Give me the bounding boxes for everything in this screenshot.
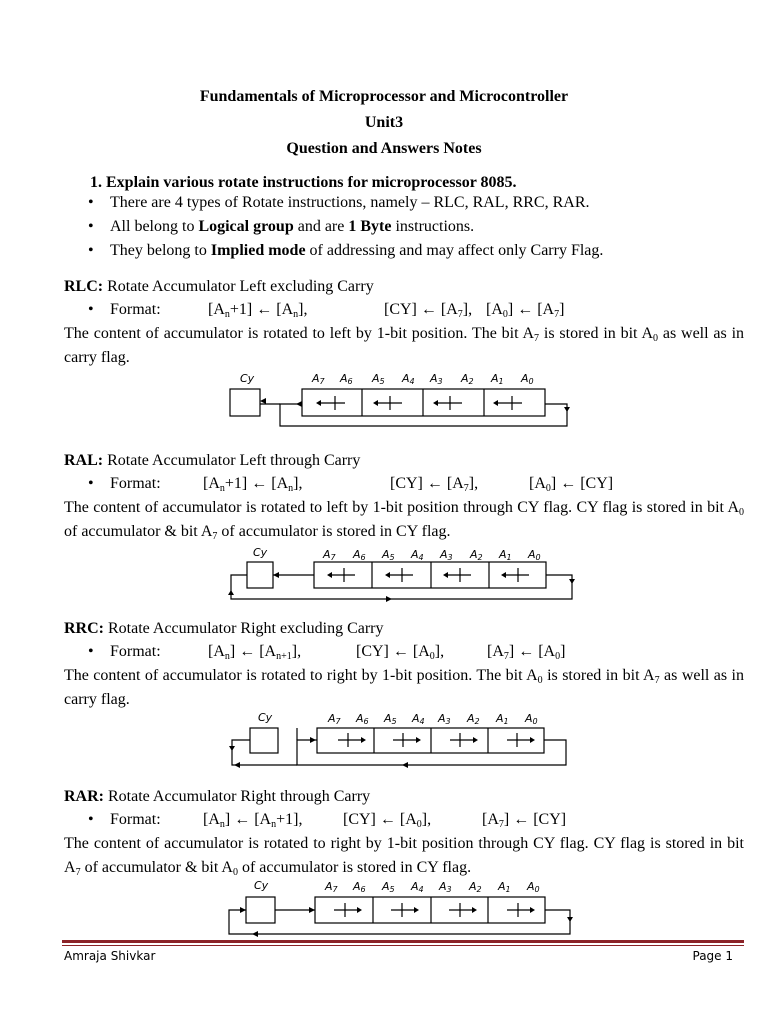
svg-text:A0: A0	[521, 372, 534, 386]
footer-author: Amraja Shivkar	[64, 949, 156, 963]
ral-format: • Format: $[A_n+1]$ ← $[A_n]$, [CY] ← $[A_7]$, $[A_0]$ ← [CY]	[88, 475, 614, 494]
footer-rule	[62, 940, 744, 943]
rrc-description: The content of accumulator is rotated to right by 1-bit position. The bit $A_0$ is stored in bit $A_7$ as well as in carry flag.	[64, 667, 745, 708]
svg-text:A3: A3	[430, 372, 443, 386]
svg-text:A2: A2	[469, 880, 482, 894]
rrc-heading: RRC: Rotate Accumulator Right excluding Carry	[64, 620, 384, 637]
unit-label: Unit3	[364, 114, 404, 131]
rlc-description: The content of accumulator is rotated to left by 1-bit position. The bit $A_7$ is stored in bit $A_0$ as well as in carry flag.	[64, 325, 745, 366]
ral-description: The content of accumulator is rotated to left by 1-bit position through CY flag. CY flag is stored in bit $A_0$ of accumulator & bit $A_7$ of accumulator is stored in CY flag.	[64, 499, 744, 542]
rar-format: • Format: $[A_n]$ ← $[A_n+1]$, [CY] ← $[A_0]$, $[A_7]$ ← [CY]	[88, 811, 567, 830]
svg-text:A0: A0	[528, 548, 541, 562]
svg-text:A2: A2	[461, 372, 474, 386]
rar-cy-box	[246, 897, 275, 923]
svg-text:A5: A5	[372, 372, 385, 386]
svg-text:A3: A3	[440, 548, 453, 562]
svg-text:A6: A6	[353, 548, 366, 562]
rlc-format: • Format: $[A_n+1]$ ← $[A_n]$, [CY] ← $[A_7]$, $[A_0]$ ← $[A_7]$	[88, 301, 565, 320]
bullet-rotate-types: • There are 4 types of Rotate instructions, namely – RLC, RAL, RRC, RAR.	[88, 191, 603, 215]
svg-text:A1: A1	[491, 372, 504, 386]
svg-text:A3: A3	[439, 880, 452, 894]
rrc-format: • Format: $[A_n]$ ← $[A_{n+1}]$, [CY] ← $[A_0]$, $[A_7]$ ← $[A_0]$	[88, 643, 566, 662]
ral-heading: RAL: Rotate Accumulator Left through Carry	[64, 452, 361, 469]
svg-text:A6: A6	[356, 712, 369, 726]
svg-text:A0: A0	[525, 712, 538, 726]
svg-text:A6: A6	[340, 372, 353, 386]
footer-page-number: Page 1	[692, 949, 733, 963]
svg-text:A7: A7	[312, 372, 325, 386]
footer-rule-thin	[62, 945, 744, 946]
rar-description: The content of accumulator is rotated to right by 1-bit position through CY flag. CY flag is stored in bit $A_7$ of accumulator & bit $A_0$ of accumulator is stored in CY flag.	[64, 835, 744, 878]
svg-text:A1: A1	[496, 712, 509, 726]
document-subtitle: Question and Answers Notes	[286, 140, 482, 157]
bullet-implied-mode: • They belong to Implied mode of addressing and may affect only Carry Flag.	[88, 239, 603, 263]
svg-text:A5: A5	[382, 548, 395, 562]
rar-heading: RAR: Rotate Accumulator Right through Carry	[64, 788, 371, 805]
svg-text:A5: A5	[382, 880, 395, 894]
question-heading: 1. Explain various rotate instructions for microprocessor 8085.	[90, 174, 517, 191]
svg-text:A3: A3	[438, 712, 451, 726]
svg-text:A2: A2	[470, 548, 483, 562]
svg-text:Cy: Cy	[253, 546, 268, 559]
svg-text:A7: A7	[323, 548, 336, 562]
svg-text:A2: A2	[467, 712, 480, 726]
svg-text:A4: A4	[411, 880, 424, 894]
svg-text:A1: A1	[498, 880, 511, 894]
svg-text:A7: A7	[325, 880, 338, 894]
svg-text:A1: A1	[499, 548, 512, 562]
rlc-heading: RLC: Rotate Accumulator Left excluding Carry	[64, 278, 374, 295]
svg-text:A5: A5	[384, 712, 397, 726]
svg-text:A6: A6	[353, 880, 366, 894]
svg-text:A4: A4	[412, 712, 425, 726]
svg-text:A7: A7	[328, 712, 341, 726]
svg-text:A4: A4	[411, 548, 424, 562]
svg-text:Cy: Cy	[258, 711, 273, 724]
svg-text:A0: A0	[527, 880, 540, 894]
svg-text:A4: A4	[402, 372, 415, 386]
bullet-logical-group: • All belong to Logical group and are 1 Byte instructions.	[88, 215, 603, 239]
document-title: Fundamentals of Microprocessor and Microcontroller	[199, 88, 569, 105]
rlc-cy-label: Cy	[240, 372, 255, 385]
svg-text:Cy: Cy	[254, 879, 269, 892]
